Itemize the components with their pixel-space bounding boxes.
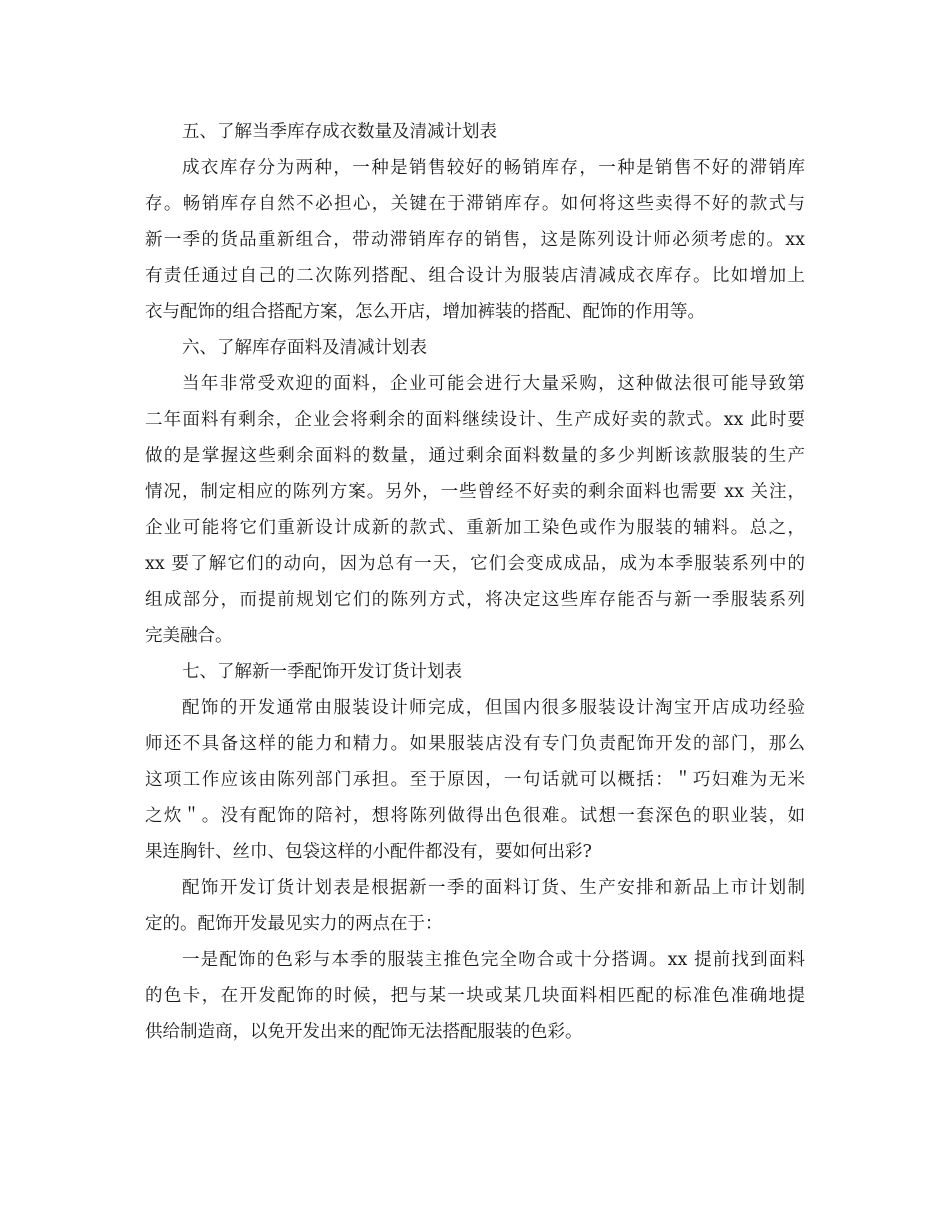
paragraph-line: 成衣库存分为两种，一种是销售较好的畅销库存，一种是销售不好的滞销库 — [182, 158, 805, 178]
paragraph-line: 情况，制定相应的陈列方案。另外，一些曾经不好卖的剩余面料也需要 xx 关注， — [145, 482, 805, 502]
paragraph-line: xx 要了解它们的动向，因为总有一天，它们会变成成品，成为本季服装系列中的 — [145, 554, 805, 574]
paragraph-line: 有责任通过自己的二次陈列搭配、组合设计为服装店清减成衣库存。比如增加上 — [145, 266, 805, 286]
paragraph-line: 新一季的货品重新组合，带动滞销库存的销售，这是陈列设计师必须考虑的。xx — [145, 230, 805, 250]
paragraph-line: 这项工作应该由陈列部门承担。至于原因，一句话就可以概括：＂巧妇难为无米 — [145, 770, 805, 790]
section-heading-5: 五、了解当季库存成衣数量及清减计划表 — [182, 122, 497, 142]
paragraph-line: 二年面料有剩余，企业会将剩余的面料继续设计、生产成好卖的款式。xx 此时要 — [145, 410, 805, 430]
paragraph-line: 师还不具备这样的能力和精力。如果服装店没有专门负责配饰开发的部门，那么 — [145, 734, 805, 754]
paragraph-line: 存。畅销库存自然不必担心，关键在于滞销库存。如何将这些卖得不好的款式与 — [145, 194, 805, 214]
paragraph-line: 定的。配饰开发最见实力的两点在于： — [145, 914, 443, 934]
paragraph-line: 之炊＂。没有配饰的陪衬，想将陈列做得出色很难。试想一套深色的职业装，如 — [145, 806, 805, 826]
paragraph-line: 果连胸针、丝巾、包袋这样的小配件都没有，要如何出彩? — [145, 842, 592, 862]
paragraph-line: 配饰开发订货计划表是根据新一季的面料订货、生产安排和新品上市计划制 — [182, 878, 805, 898]
paragraph-line: 企业可能将它们重新设计成新的款式、重新加工染色或作为服装的辅料。总之， — [145, 518, 805, 538]
paragraph-line: 组成部分，而提前规划它们的陈列方式，将决定这些库存能否与新一季服装系列 — [145, 590, 805, 610]
paragraph-line: 当年非常受欢迎的面料，企业可能会进行大量采购，这种做法很可能导致第 — [182, 374, 805, 394]
paragraph-line: 完美融合。 — [145, 626, 233, 646]
paragraph-line: 一是配饰的色彩与本季的服装主推色完全吻合或十分搭调。xx 提前找到面料 — [182, 950, 805, 970]
document-page — [145, 114, 805, 1050]
paragraph-line: 配饰的开发通常由服装设计师完成，但国内很多服装设计淘宝开店成功经验 — [182, 698, 805, 718]
paragraph-line: 的色卡，在开发配饰的时候，把与某一块或某几块面料相匹配的标准色准确地提 — [145, 986, 805, 1006]
paragraph-line: 供给制造商，以免开发出来的配饰无法搭配服装的色彩。 — [145, 1022, 583, 1042]
section-heading-6: 六、了解库存面料及清减计划表 — [182, 338, 427, 358]
section-heading-7: 七、了解新一季配饰开发订货计划表 — [182, 662, 462, 682]
paragraph-line: 衣与配饰的组合搭配方案，怎么开店，增加裤装的搭配、配饰的作用等。 — [145, 302, 705, 322]
paragraph-line: 做的是掌握这些剩余面料的数量，通过剩余面料数量的多少判断该款服装的生产 — [145, 446, 805, 466]
